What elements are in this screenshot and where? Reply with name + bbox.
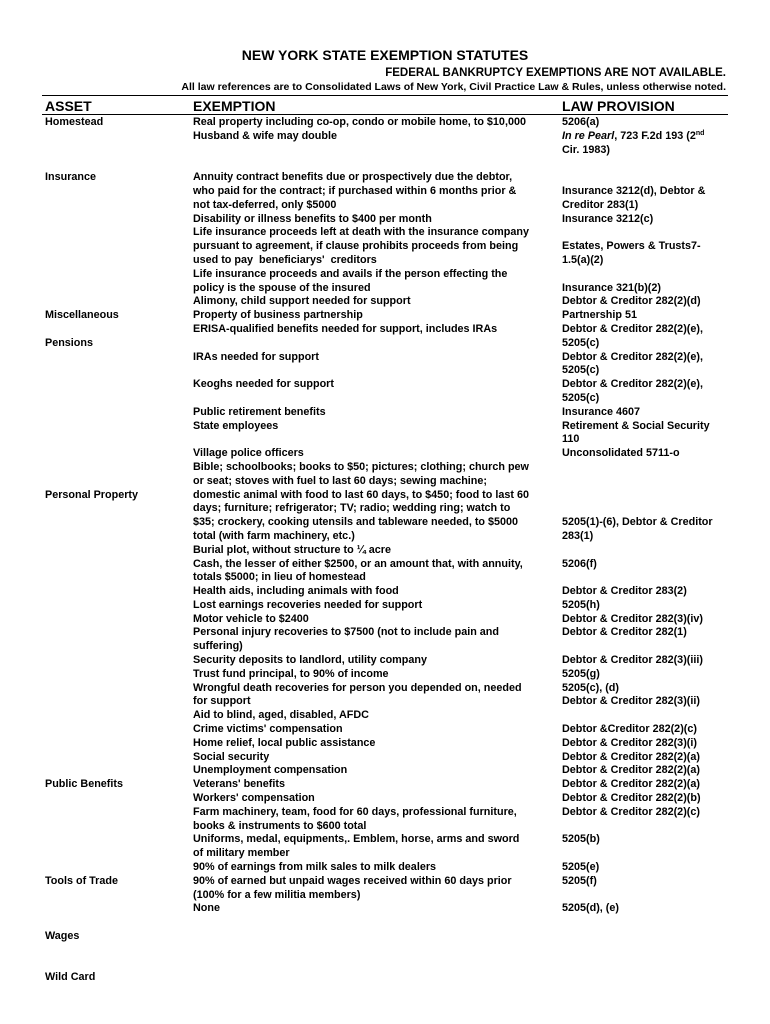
asset-line — [45, 585, 138, 599]
exemption-line: days; furniture; refrigerator; TV; radio; wedding ring; watch to — [193, 502, 511, 515]
law-line: 110 — [562, 433, 580, 446]
law-line — [562, 157, 713, 171]
law-line: Estates, Powers & Trusts7- — [562, 240, 701, 253]
asset-line — [45, 668, 138, 682]
exemption-line: Property of business partnership — [193, 309, 363, 322]
header-law-provision: LAW PROVISION — [562, 98, 675, 114]
asset-line — [45, 226, 138, 240]
asset-line — [45, 447, 138, 461]
case-citation: , 723 F.2d 193 (2 — [614, 129, 696, 142]
law-line: 5205(c) — [562, 364, 600, 377]
exemption-line: IRAs needed for support — [193, 350, 319, 363]
law-line: Retirement & Social Security — [562, 419, 710, 432]
law-line — [562, 889, 713, 903]
asset-line: Pensions — [45, 336, 94, 349]
exemption-line: Home relief, local public assistance — [193, 736, 376, 749]
law-line — [562, 544, 713, 558]
page-title: NEW YORK STATE EXEMPTION STATUTES — [241, 47, 529, 63]
law-line: Debtor & Creditor 282(2)(c) — [562, 805, 700, 818]
exemption-line: books & instruments to $600 total — [193, 819, 367, 832]
law-line: Debtor & Creditor 282(2)(a) — [562, 764, 700, 777]
asset-line — [45, 323, 138, 337]
law-provision-column — [562, 116, 713, 916]
exemption-line: Motor vehicle to $2400 — [193, 612, 309, 625]
asset-line — [45, 530, 138, 544]
exemption-line: pursuant to agreement, if clause prohibits proceeds from being — [193, 240, 519, 253]
asset-line — [45, 599, 138, 613]
asset-line — [45, 406, 138, 420]
exemption-line: Personal injury recoveries to $7500 (not to include pain and — [193, 626, 499, 639]
law-line: Insurance 4607 — [562, 405, 641, 418]
exemption-line: Cash, the lesser of either $2500, or an amount that, with annuity, — [193, 557, 523, 570]
exemption-line: used to pay beneficiarys' creditors — [193, 253, 377, 266]
asset-line — [45, 889, 138, 903]
asset-line — [45, 240, 138, 254]
asset-line — [45, 682, 138, 696]
exemption-line — [193, 157, 529, 171]
exemption-line: Security deposits to landlord, utility company — [193, 654, 427, 667]
exemption-line: Real property including co-op, condo or mobile home, to $10,000 — [193, 116, 526, 128]
law-line: Debtor & Creditor 282(2)(e), — [562, 378, 703, 391]
exemption-line — [193, 144, 529, 158]
exemption-line: Alimony, child support needed for support — [193, 295, 411, 308]
law-line: 5205(h) — [562, 598, 600, 611]
asset-line — [45, 640, 138, 654]
law-line: Debtor & Creditor 282(3)(i) — [562, 736, 697, 749]
law-line: Debtor & Creditor 283(2) — [562, 585, 687, 598]
exemption-line: Farm machinery, team, food for 60 days, professional furniture, — [193, 805, 517, 818]
law-line: 5205(g) — [562, 667, 600, 680]
law-line: Debtor &Creditor 282(2)(c) — [562, 723, 697, 736]
law-line: 5205(1)-(6), Debtor & Creditor — [562, 516, 713, 529]
exemption-line: Social security — [193, 750, 270, 763]
asset-line — [45, 502, 138, 516]
header-exemption: EXEMPTION — [193, 98, 276, 114]
exemption-line: Life insurance proceeds and avails if the person effecting the — [193, 267, 508, 280]
exemption-line: totals $5000; in lieu of homestead — [193, 571, 366, 584]
asset-line — [45, 199, 138, 213]
exemption-line: Unemployment compensation — [193, 764, 348, 777]
asset-line — [45, 613, 138, 627]
law-line — [562, 226, 713, 240]
asset-line — [45, 820, 138, 834]
law-line: 5205(d), (e) — [562, 902, 619, 915]
exemption-line: ERISA-qualified benefits needed for support, includes IRAs — [193, 322, 498, 335]
asset-line — [45, 130, 138, 144]
asset-line: Wages — [45, 930, 80, 943]
law-line — [562, 640, 713, 654]
law-line — [562, 502, 713, 516]
law-line: Debtor & Creditor 282(3)(iv) — [562, 612, 703, 625]
law-line: Debtor & Creditor 282(1) — [562, 626, 687, 639]
law-line: Unconsolidated 5711-o — [562, 447, 680, 460]
exemption-line: Life insurance proceeds left at death with the insurance company — [193, 226, 529, 239]
law-line: Debtor & Creditor 282(3)(ii) — [562, 695, 700, 708]
law-line — [562, 475, 713, 489]
law-line: Creditor 283(1) — [562, 198, 639, 211]
asset-line — [45, 378, 138, 392]
exemption-line: Trust fund principal, to 90% of income — [193, 667, 389, 680]
exemption-line: suffering) — [193, 640, 243, 653]
law-line — [562, 268, 713, 282]
asset-line: Insurance — [45, 171, 97, 184]
asset-line — [45, 157, 138, 171]
law-line: 5206(a) — [562, 116, 600, 128]
asset-line — [45, 654, 138, 668]
asset-line — [45, 764, 138, 778]
exemption-line: Wrongful death recoveries for person you depended on, needed — [193, 681, 522, 694]
law-line: 5205(b) — [562, 833, 600, 846]
law-line — [562, 461, 713, 475]
exemption-line: domestic animal with food to last 60 days, to $450; food to last 60 — [193, 488, 529, 501]
asset-line: Homestead — [45, 116, 104, 128]
law-line: Insurance 3212(d), Debtor & — [562, 184, 706, 197]
asset-line — [45, 737, 138, 751]
exemption-line: Annuity contract benefits due or prospectively due the debtor, — [193, 171, 513, 184]
exemption-line: 90% of earned but unpaid wages received within 60 days prior — [193, 874, 512, 887]
exemption-line: Village police officers — [193, 447, 304, 460]
law-line: 1.5(a)(2) — [562, 253, 604, 266]
case-name: In re Pearl — [562, 129, 615, 142]
law-line: 283(1) — [562, 529, 594, 542]
exemption-line: $35; crockery, cooking utensils and tableware needed, to $5000 — [193, 516, 519, 529]
asset-column — [45, 116, 138, 985]
law-line: Debtor & Creditor 282(2)(a) — [562, 778, 700, 791]
asset-line — [45, 351, 138, 365]
exemption-line: for support — [193, 695, 251, 708]
asset-line — [45, 544, 138, 558]
law-line — [562, 820, 713, 834]
exemption-line: policy is the spouse of the insured — [193, 281, 371, 294]
law-line: Debtor & Creditor 282(2)(e), — [562, 322, 703, 335]
asset-line — [45, 461, 138, 475]
law-line: Cir. 1983) — [562, 143, 611, 156]
law-line: Debtor & Creditor 282(2)(a) — [562, 750, 700, 763]
asset-line: Miscellaneous — [45, 309, 119, 322]
exemption-line: Disability or illness benefits to $400 per month — [193, 212, 432, 225]
exemption-line: Keoghs needed for support — [193, 378, 334, 391]
exemption-line — [193, 392, 529, 406]
asset-line — [45, 571, 138, 585]
exemption-line: Burial plot, without structure to ¼ acre — [193, 543, 391, 556]
asset-line — [45, 420, 138, 434]
exemption-line: not tax-deferred, only $5000 — [193, 198, 337, 211]
exemption-line: Health aids, including animals with food — [193, 585, 399, 598]
asset-line: Tools of Trade — [45, 874, 118, 887]
law-line: Debtor & Creditor 282(3)(iii) — [562, 654, 703, 667]
exemption-line: or seat; stoves with fuel to last 60 days; sewing machine; — [193, 474, 487, 487]
asset-line — [45, 364, 138, 378]
asset-line — [45, 792, 138, 806]
asset-line: Wild Card — [45, 971, 96, 984]
exemption-line: Crime victims' compensation — [193, 723, 343, 736]
asset-line — [45, 723, 138, 737]
asset-line: Public Benefits — [45, 778, 123, 791]
exemption-line — [193, 364, 529, 378]
law-line: 5205(f) — [562, 874, 597, 887]
asset-line — [45, 282, 138, 296]
asset-line — [45, 944, 138, 958]
exemption-line: Husband & wife may double — [193, 129, 337, 142]
law-line: Debtor & Creditor 282(2)(b) — [562, 792, 701, 805]
exemption-line: Bible; schoolbooks; books to $50; pictures; clothing; church pew — [193, 460, 529, 473]
law-line: Debtor & Creditor 282(2)(d) — [562, 295, 701, 308]
exemption-line: (100% for a few militia members) — [193, 888, 361, 901]
exemption-line: who paid for the contract; if purchased within 6 months prior & — [193, 184, 517, 197]
subtitle: FEDERAL BANKRUPTCY EXEMPTIONS ARE NOT AVAILABLE. — [385, 67, 726, 79]
header-rule — [42, 95, 728, 96]
asset-line — [45, 902, 138, 916]
header-asset: ASSET — [45, 98, 92, 114]
asset-line — [45, 861, 138, 875]
law-line: 5205(c) — [562, 336, 600, 349]
law-line — [562, 709, 713, 723]
exemption-line: Lost earnings recoveries needed for support — [193, 598, 423, 611]
asset-line — [45, 695, 138, 709]
exemption-line: Uniforms, medal, equipments,. Emblem, horse, arms and sword — [193, 833, 520, 846]
exemption-line — [193, 337, 529, 351]
law-line — [562, 571, 713, 585]
exemption-line: Workers' compensation — [193, 792, 315, 805]
law-line: 5206(f) — [562, 557, 597, 570]
law-line — [562, 171, 713, 185]
asset-line — [45, 295, 138, 309]
asset-line — [45, 833, 138, 847]
asset-line — [45, 268, 138, 282]
law-line: Partnership 51 — [562, 309, 638, 322]
law-line: 5205(e) — [562, 861, 600, 874]
asset-line — [45, 806, 138, 820]
law-line: Debtor & Creditor 282(2)(e), — [562, 350, 703, 363]
law-line — [562, 489, 713, 503]
law-line: Insurance 321(b)(2) — [562, 281, 662, 294]
law-line — [562, 847, 713, 861]
asset-line — [45, 958, 138, 972]
asset-line — [45, 709, 138, 723]
asset-line — [45, 254, 138, 268]
exemption-line: Aid to blind, aged, disabled, AFDC — [193, 709, 369, 722]
asset-line — [45, 185, 138, 199]
asset-line — [45, 433, 138, 447]
exemption-line: total (with farm machinery, etc.) — [193, 529, 355, 542]
column-header-rule — [42, 114, 728, 115]
asset-line — [45, 751, 138, 765]
exemption-line: Public retirement benefits — [193, 405, 326, 418]
law-line: 5205(c), (d) — [562, 681, 619, 694]
exemption-line: 90% of earnings from milk sales to milk dealers — [193, 861, 437, 874]
exemption-line: Veterans' benefits — [193, 778, 285, 791]
asset-line — [45, 916, 138, 930]
asset-line — [45, 558, 138, 572]
exemption-line — [193, 433, 529, 447]
law-line: 5205(c) — [562, 391, 600, 404]
exemption-line: of military member — [193, 847, 290, 860]
asset-line — [45, 144, 138, 158]
asset-line — [45, 475, 138, 489]
law-line: Insurance 3212(c) — [562, 212, 654, 225]
exemption-column — [193, 116, 529, 916]
reference-note: All law references are to Consolidated Laws of New York, Civil Practice Law & Rules, unless otherwise noted. — [181, 81, 726, 93]
exemption-line: State employees — [193, 419, 279, 432]
asset-line: Personal Property — [45, 488, 139, 501]
asset-line — [45, 392, 138, 406]
asset-line — [45, 516, 138, 530]
law-line — [562, 130, 713, 144]
asset-line — [45, 626, 138, 640]
asset-line — [45, 213, 138, 227]
case-superscript: nd — [695, 129, 705, 137]
asset-line — [45, 847, 138, 861]
exemption-line: None — [193, 902, 220, 915]
